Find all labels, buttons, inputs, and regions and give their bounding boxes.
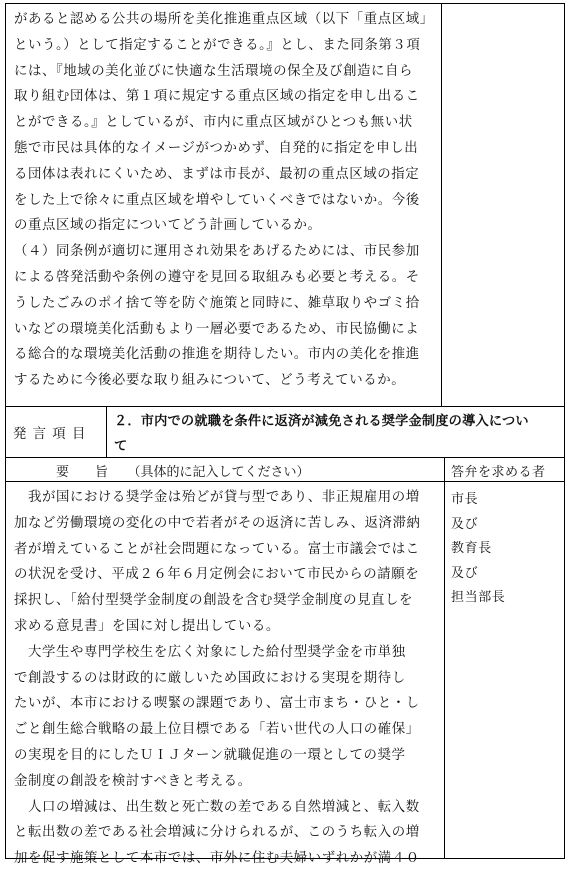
text-line: る総合的な環境美化活動の推進を期待したい。市内の美化を推進: [14, 347, 420, 363]
text-line: 我が国における奨学金は殆どが貸与型であり、非正規雇用の増: [14, 490, 420, 505]
text-line: の重点区域の指定についてどう計画しているか。: [14, 218, 322, 234]
text-line: には、『地域の美化並びに快適な生活環境の保全及び創造に自ら: [14, 63, 414, 79]
text-line: するために今後必要な取り組みについて、どう考えているか。: [14, 373, 406, 389]
text-line: （４）同条例が適切に運用され効果をあげるためには、市民参加: [14, 244, 420, 260]
top-section-bottom-border: [5, 406, 565, 407]
text-line: 人口の増減は、出生数と死亡数の差である自然増減と、転入数: [14, 799, 420, 815]
respondent-item: 及び: [451, 565, 479, 581]
text-line: ごと創生総合戦略の最上位目標である「若い世代の人口の確保」: [14, 722, 420, 738]
respondent-list: [451, 487, 505, 610]
item-row-bottom-border: [5, 457, 565, 458]
text-line: があると認める公共の場所を美化推進重点区域（以下「重点区域」: [14, 12, 434, 27]
top-column-divider: [441, 3, 442, 406]
text-line: いなどの環境美化活動もより一層必要であるため、市民協働によ: [14, 321, 420, 337]
text-line: うしたごみのポイ捨て等を防ぐ施策と同時に、雑草取りやゴミ拾: [14, 295, 420, 311]
text-line: をした上で徐々に重点区域を増やしていくべきではないか。今後: [14, 192, 420, 208]
text-line: 態で市民は具体的なイメージがつかめず、自発的に指定を申し出: [14, 140, 419, 156]
bottom-column-divider: [444, 457, 445, 859]
text-line: 加を促す施策として本市では、市外に住む夫婦いずれかが満４０: [14, 851, 420, 867]
item-title-line1: ２．市内での就職を条件に返済が減免される奨学金制度の導入につい: [114, 414, 529, 429]
text-line: 求める意見書」を国に対し提出している。: [14, 618, 280, 634]
text-line: 採択し、「給付型奨学金制度の創設を含む奨学金制度の見直しを: [14, 593, 414, 609]
text-line: の実現を目的にしたＵＩＪターン就職促進の一環としての奨学: [14, 747, 406, 763]
text-line: による啓発活動や条例の遵守を見回る取組みも必要と考える。そ: [14, 269, 420, 285]
item-label: 発 言 項 目: [13, 427, 87, 442]
text-line: とができる。』としているが、市内に重点区域がひとつも無い状: [14, 115, 413, 131]
text-line: 加など労働環境の変化の中で若者がその返済に苦しみ、返済滞納: [14, 515, 421, 531]
bottom-section-text: [14, 485, 421, 872]
text-line: という。）として指定することができる。』とし、また同条第３項: [14, 37, 421, 53]
respondent-item: 市長: [451, 492, 479, 507]
text-line: る団体は表れにくいため、まずは市長が、最初の重点区域の指定: [14, 166, 420, 182]
header-row-bottom-border: [5, 481, 565, 482]
text-line: 大学生や専門学校生を広く対象にした給付型奨学金を市単独: [14, 644, 406, 660]
top-section-text: [14, 7, 434, 394]
summary-header: 要 旨 （具体的に記入してください）: [56, 465, 310, 480]
text-line: と転出数の差である社会増減に分けられるが、このうち転入の増: [14, 825, 420, 841]
respondent-item: 担当部長: [451, 590, 506, 605]
text-line: 者が増えていることが社会問題になっている。富士市議会ではこ: [14, 541, 420, 557]
respondent-item: 及び: [451, 516, 479, 532]
text-line: 金制度の創設を検討すべきと考える。: [14, 773, 252, 789]
respondent-header: 答弁を求める者: [451, 465, 546, 480]
text-line: 取り組む団体は、第１項に規定する重点区域の指定を申し出るこ: [14, 89, 420, 105]
item-row-divider: [106, 406, 107, 457]
text-line: で創設するのは財政的に厳しいため国政における実現を期待し: [14, 670, 406, 686]
text-line: の状況を受け、平成２６年６月定例会において市民からの請願を: [14, 567, 420, 583]
item-title-line2: て: [114, 439, 128, 454]
text-line: たいが、本市における喫緊の課題であり、富士市まち・ひと・し: [14, 696, 420, 712]
respondent-item: 教育長: [451, 541, 492, 556]
